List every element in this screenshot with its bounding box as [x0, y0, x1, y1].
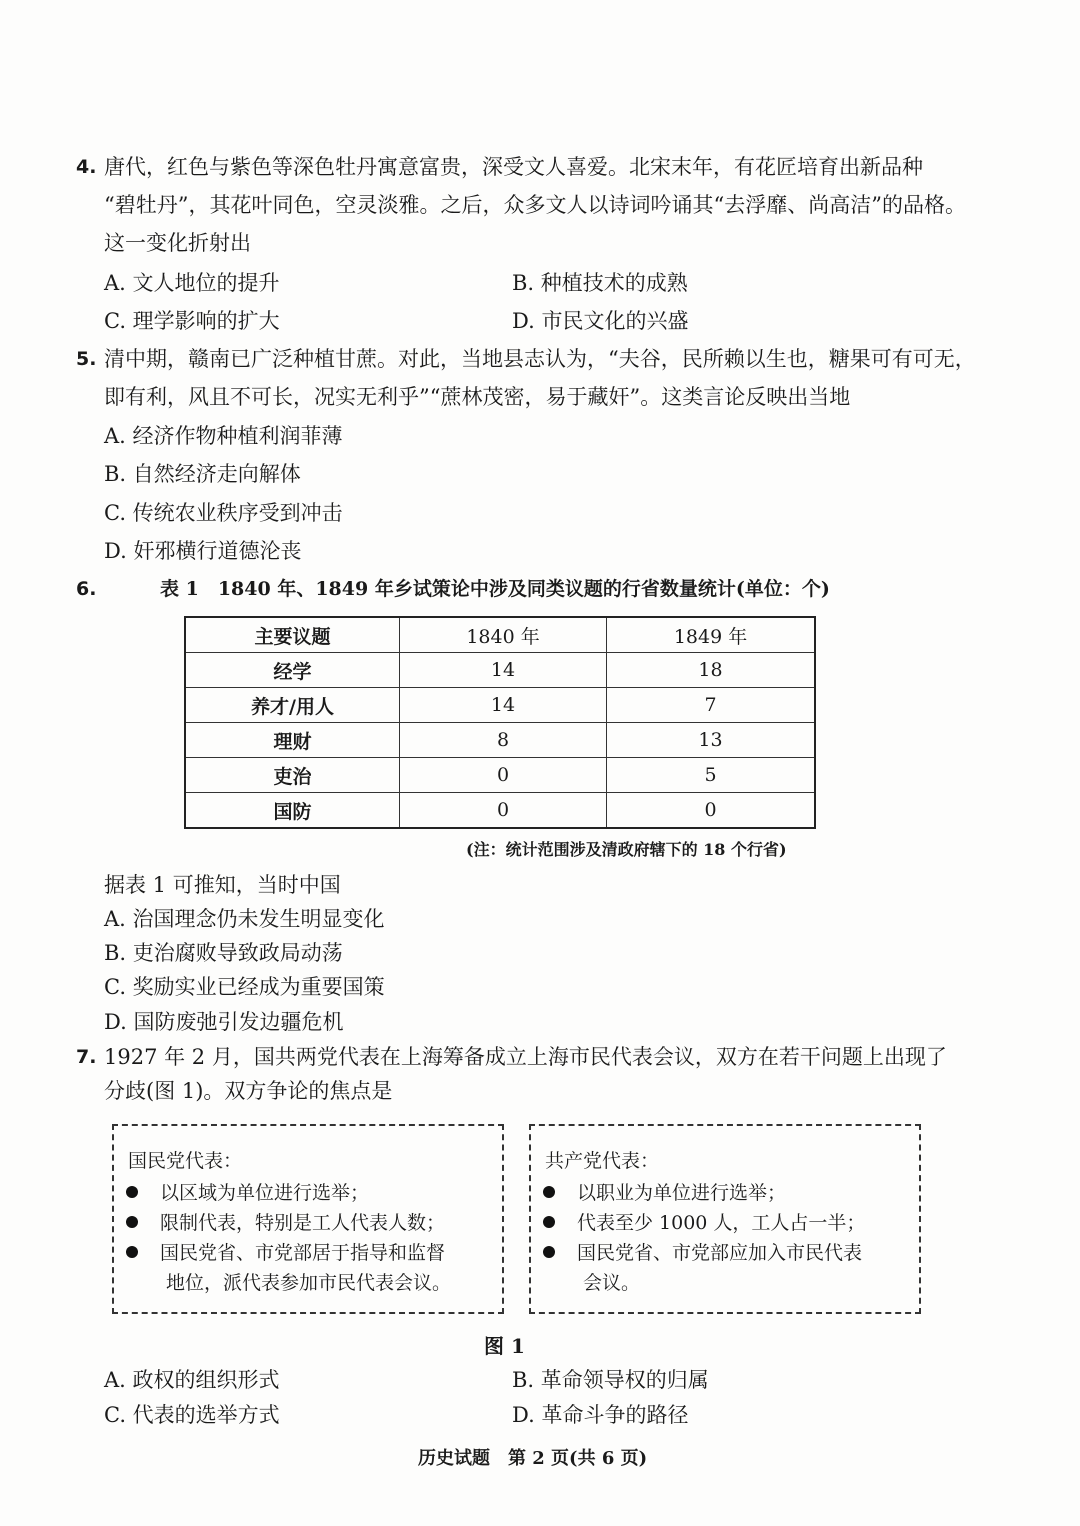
- kmt-bullet-3-continued: 地位，派代表参加市民代表会议。: [166, 1272, 452, 1294]
- table-row: [185, 758, 815, 793]
- table-cell: 14: [400, 688, 607, 723]
- kmt-bullet-3-text: 国民党省、市党部居于指导和监督: [160, 1242, 446, 1264]
- kmt-bullet-3: [126, 1238, 445, 1268]
- table-header-cell: 主要议题: [185, 617, 400, 653]
- q5-line-2: 即有利，风且不可长，况实无利乎”“蔗林茂密，易于藏奸”。这类言论反映出当地: [104, 385, 851, 409]
- ccp-bullet-3-text: 国民党省、市党部应加入市民代表: [577, 1242, 863, 1264]
- q6-option-c: C. 奖励实业已经成为重要国策: [104, 975, 385, 999]
- q7-option-d: D. 革命斗争的路径: [512, 1403, 689, 1427]
- ccp-box-header: 共产党代表：: [545, 1150, 660, 1172]
- q5-option-a: A. 经济作物种植利润菲薄: [104, 424, 343, 448]
- table-cell: 18: [607, 653, 815, 688]
- bullet-icon: [126, 1216, 138, 1228]
- table-header-cell: 1849 年: [607, 617, 815, 653]
- q4-option-d: D. 市民文化的兴盛: [512, 309, 689, 333]
- q7-line-2: 分歧(图 1)。双方争论的焦点是: [104, 1079, 393, 1103]
- q7-line-1: 1927 年 2 月，国共两党代表在上海筹备成立上海市民代表会议，双方在若干问题上出现了: [104, 1045, 947, 1069]
- ccp-bullet-2-text: 代表至少 1000 人，工人占一半；: [577, 1212, 866, 1234]
- table-cell: 0: [400, 793, 607, 829]
- table-cell: 5: [607, 758, 815, 793]
- ccp-bullet-1-text: 以职业为单位进行选举；: [577, 1182, 787, 1204]
- q7-option-b: B. 革命领导权的归属: [512, 1368, 709, 1392]
- ccp-bullet-2: [543, 1208, 865, 1238]
- table-cell: 理财: [185, 723, 400, 758]
- table-header-row: [185, 617, 815, 653]
- q4-option-a: A. 文人地位的提升: [104, 271, 280, 295]
- q7-option-c: C. 代表的选举方式: [104, 1403, 280, 1427]
- q6-number: 6.: [76, 578, 97, 600]
- q4-line-3: 这一变化折射出: [104, 231, 251, 255]
- table-row: [185, 688, 815, 723]
- q4-number: 4.: [76, 156, 97, 178]
- table-row: [185, 723, 815, 758]
- q7-number: 7.: [76, 1046, 97, 1068]
- bullet-icon: [126, 1186, 138, 1198]
- ccp-bullet-1: [543, 1178, 786, 1208]
- q7-option-a: A. 政权的组织形式: [104, 1368, 280, 1392]
- bullet-icon: [543, 1216, 555, 1228]
- table-cell: 14: [400, 653, 607, 688]
- page-footer: 历史试题 第 2 页(共 6 页): [418, 1448, 648, 1469]
- kmt-bullet-1-text: 以区域为单位进行选举；: [160, 1182, 370, 1204]
- q4-line-1: 唐代，红色与紫色等深色牡丹寓意富贵，深受文人喜爱。北宋末年，有花匠培育出新品种: [104, 155, 923, 179]
- q5-number: 5.: [76, 348, 97, 370]
- q5-option-d: D. 奸邪横行道德沦丧: [104, 539, 302, 563]
- q5-line-1: 清中期，赣南已广泛种植甘蔗。对此，当地县志认为，“夫谷，民所赖以生也，糖果可有可无，: [104, 347, 976, 371]
- q4-option-c: C. 理学影响的扩大: [104, 309, 280, 333]
- ccp-bullet-3-continued: 会议。: [583, 1272, 641, 1294]
- ccp-representatives-box: [529, 1124, 921, 1314]
- table-header-cell: 1840 年: [400, 617, 607, 653]
- kmt-box-header: 国民党代表：: [128, 1150, 243, 1172]
- data-table: [184, 616, 816, 829]
- table-cell: 经学: [185, 653, 400, 688]
- bullet-icon: [543, 1186, 555, 1198]
- q4-option-b: B. 种植技术的成熟: [512, 271, 688, 295]
- table-note: (注：统计范围涉及清政府辖下的 18 个行省): [466, 840, 787, 859]
- bullet-icon: [126, 1246, 138, 1258]
- table-title: 表 1 1840 年、1849 年乡试策论中涉及同类议题的行省数量统计(单位：个): [160, 578, 830, 600]
- kmt-representatives-box: [112, 1124, 504, 1314]
- figure-caption: 图 1: [484, 1334, 525, 1358]
- table-cell: 吏治: [185, 758, 400, 793]
- q5-option-b: B. 自然经济走向解体: [104, 462, 301, 486]
- q6-option-d: D. 国防废弛引发边疆危机: [104, 1010, 344, 1034]
- table-cell: 国防: [185, 793, 400, 829]
- kmt-bullet-2: [126, 1208, 445, 1238]
- q6-option-b: B. 吏治腐败导致政局动荡: [104, 941, 343, 965]
- q4-line-2: “碧牡丹”，其花叶同色，空灵淡雅。之后，众多文人以诗词吟诵其“去浮靡、尚高洁”的品格。: [104, 193, 966, 217]
- table-cell: 13: [607, 723, 815, 758]
- q5-option-c: C. 传统农业秩序受到冲击: [104, 501, 343, 525]
- table-cell: 0: [400, 758, 607, 793]
- table-row: [185, 793, 815, 829]
- kmt-bullet-1: [126, 1178, 369, 1208]
- q6-stem: 据表 1 可推知，当时中国: [104, 873, 341, 897]
- ccp-bullet-3: [543, 1238, 862, 1268]
- q6-option-a: A. 治国理念仍未发生明显变化: [104, 907, 385, 931]
- bullet-icon: [543, 1246, 555, 1258]
- table-cell: 养才/用人: [185, 688, 400, 723]
- table-cell: 8: [400, 723, 607, 758]
- table-cell: 0: [607, 793, 815, 829]
- kmt-bullet-2-text: 限制代表，特别是工人代表人数；: [160, 1212, 446, 1234]
- table-row: [185, 653, 815, 688]
- table-cell: 7: [607, 688, 815, 723]
